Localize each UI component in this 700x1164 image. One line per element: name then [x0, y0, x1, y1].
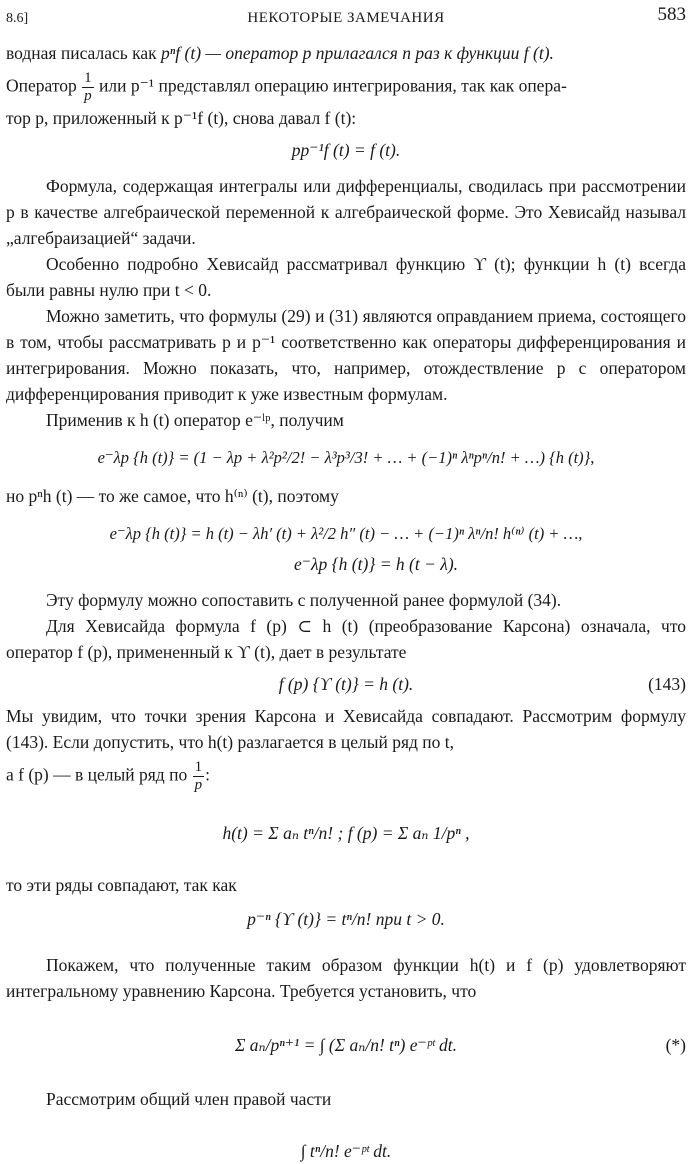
- paragraph-13: то эти ряды совпадают, так как: [6, 875, 237, 895]
- equation-3: e⁻λp {h (t)} = h (t) − λh′ (t) + λ²/2 h″ (t) − … + (−1)ⁿ λⁿ/n! h⁽ⁿ⁾ (t) + …,: [109, 524, 583, 543]
- paragraph-14: Покажем, что полученные таким образом функции h(t) и f (p) удовлетворяют интегральному уравнению Карсона. Требуется установить, что: [6, 955, 686, 1001]
- equation-143: f (p) {ϒ (t)} = h (t). (143): [6, 671, 686, 697]
- paragraph-1: водная писалась как pⁿf (t) — оператор p прилагался n раз к функции f (t).: [6, 43, 554, 63]
- paragraph-3: тор p, приложенный к p⁻¹f (t), снова давал f (t):: [6, 108, 357, 128]
- page-number: 583: [657, 4, 686, 25]
- page-header: [6, 0, 686, 30]
- equation-operator-power: p⁻ⁿ {ϒ (t)} = tⁿ/n! при t > 0.: [247, 909, 445, 929]
- paragraph-9: Эту формулу можно сопоставить с полученной ранее формулой (34).: [46, 590, 562, 610]
- paragraph-11: Мы увидим, что точки зрения Карсона и Хевисайда совпадают. Рассмотрим формулу (143). Если допустить, что h(t) разлагается в целый ряд по t,: [6, 706, 686, 752]
- paragraph-2: Оператор $\frac{1}{p}$ или p⁻¹ представлял операцию интегрирования, так как опера-: [6, 70, 567, 104]
- paragraph-12: а f (p) — в целый ряд по $\frac{1}{p}$ :: [6, 759, 210, 793]
- equation-series: h(t) = Σ aₙ tⁿ/n! ; f (p) = Σ aₙ 1/pⁿ ,: [222, 823, 470, 843]
- paragraph-8: но pⁿh (t) — то же самое, что h⁽ⁿ⁾ (t), поэтому: [6, 486, 339, 506]
- paragraph-15: Рассмотрим общий член правой части: [46, 1089, 332, 1109]
- equation-number-143: (143): [648, 674, 686, 694]
- equation-1: pp⁻¹f (t) = f (t).: [291, 140, 401, 160]
- equation-number-star: (*): [665, 1035, 686, 1055]
- paragraph-4: Формула, содержащая интегралы или дифференциалы, сводилась при рассмотрении p в качестве алгебраической переменной к алгебраической форме. Это Хевисайд называл „алгебраизацией“ задачи.: [6, 176, 686, 248]
- paragraph-10: Для Хевисайда формула f (p) ⊂ h (t) (преобразование Карсона) означала, что оператор f (p), примененный к ϒ (t), дает в результате: [6, 616, 686, 662]
- section-number: 8.6]: [6, 11, 29, 26]
- equation-general-term: ∫ tⁿ/n! e⁻ᵖᵗ dt.: [300, 1141, 392, 1161]
- equation-star: Σ aₙ/pⁿ⁺¹ = ∫ (Σ aₙ/n! tⁿ) e⁻ᵖᵗ dt. (*): [6, 1032, 686, 1058]
- paragraph-7: Применив к h (t) оператор e⁻ˡᵖ, получим: [46, 410, 344, 430]
- equation-2: e⁻λp {h (t)} = (1 − λp + λ²p²/2! − λ³p³/3! + … + (−1)ⁿ λⁿpⁿ/n! + …) {h (t)},: [97, 448, 595, 467]
- equation-4: e⁻λp {h (t)} = h (t − λ).: [293, 554, 459, 574]
- fraction-one-over-p: $\frac{1}{p}$: [84, 70, 92, 104]
- fraction-one-over-p-2: $\frac{1}{p}$: [194, 759, 203, 793]
- running-title: НЕКОТОРЫЕ ЗАМЕЧАНИЯ: [247, 10, 445, 26]
- page-body: [6, 40, 686, 1164]
- paragraph-5: Особенно подробно Хевисайд рассматривал функцию ϒ (t); функции h (t) всегда были равны нулю при t < 0.: [6, 254, 686, 300]
- paragraph-6: Можно заметить, что формулы (29) и (31) являются оправданием приема, состоящего в том, чтобы рассматривать p и p⁻¹ соответственно как операторы дифференцирования и интегрирования. Можно показать, что, например, отождествление p с оператором дифференцирования приводит к уже известным формулам.: [6, 306, 686, 404]
